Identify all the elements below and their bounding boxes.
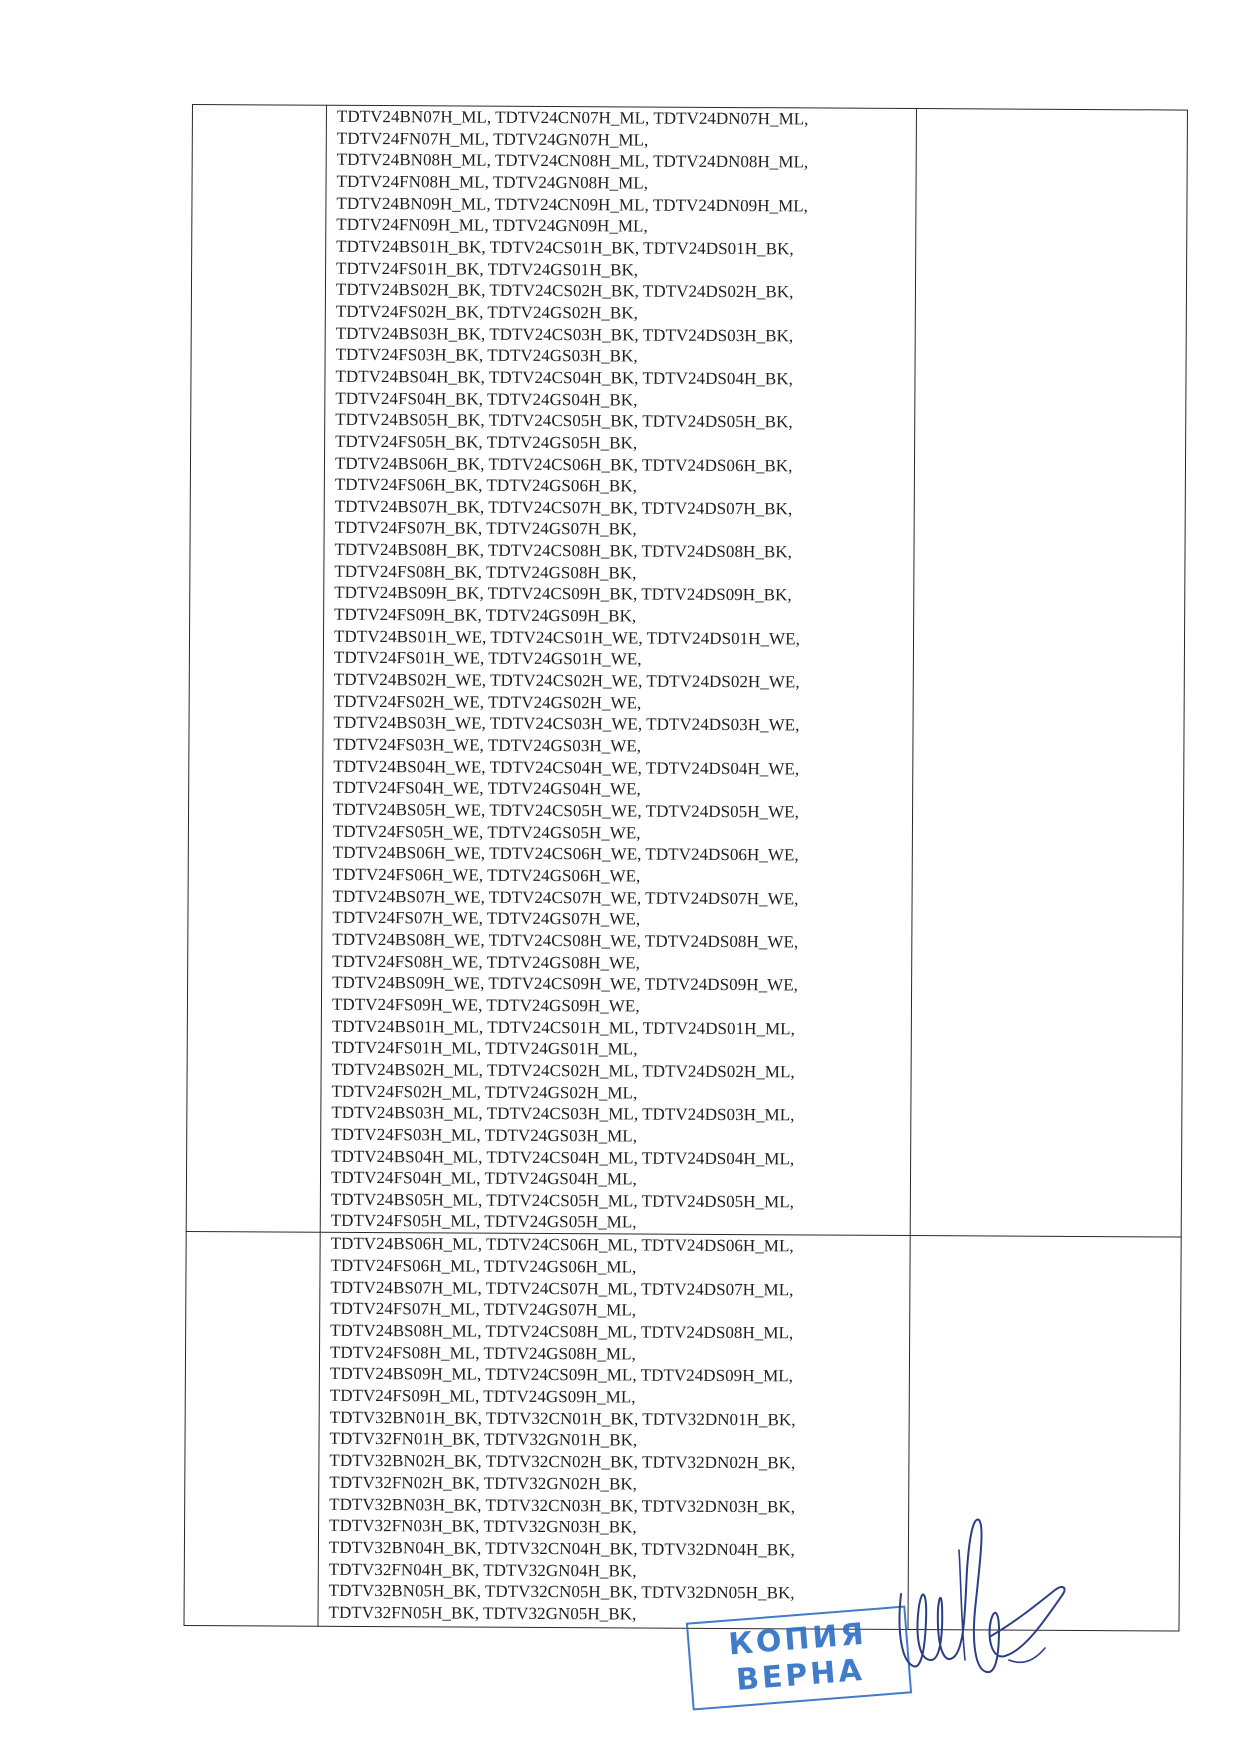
model-list-line: TDTV24FS05H_ML, TDTV24GS05H_ML,: [330, 1211, 637, 1232]
model-list-line: TDTV24FN08H_ML, TDTV24GN08H_ML,: [336, 171, 649, 193]
model-list-line: TDTV24FS04H_ML, TDTV24GS04H_ML,: [330, 1167, 637, 1189]
model-list-line: TDTV32BN04H_BK, TDTV32CN04H_BK, TDTV32DN04H_BK,: [328, 1537, 795, 1560]
model-list-line: TDTV24FS01H_ML, TDTV24GS01H_ML,: [331, 1038, 638, 1059]
model-list-line: TDTV24FS04H_WE, TDTV24GS04H_WE,: [333, 778, 641, 799]
model-list-line: TDTV24FS09H_BK, TDTV24GS09H_BK,: [334, 604, 637, 626]
model-list-cell: [318, 1232, 910, 1629]
model-list-line: TDTV24BS08H_WE, TDTV24CS08H_WE, TDTV24DS08H_WE,: [332, 929, 799, 952]
model-list-line: TDTV32FN05H_BK, TDTV32GN05H_BK,: [328, 1602, 637, 1624]
model-list-line: TDTV24FS07H_ML, TDTV24GS07H_ML,: [330, 1299, 637, 1320]
model-list-line: TDTV24FS08H_WE, TDTV24GS08H_WE,: [332, 951, 640, 973]
copy-verified-stamp: [686, 1606, 912, 1711]
model-list-line: TDTV24BS03H_WE, TDTV24CS03H_WE, TDTV24DS03H_WE,: [333, 713, 800, 735]
model-list-line: TDTV24FS06H_ML, TDTV24GS06H_ML,: [330, 1255, 637, 1277]
model-list-line: TDTV32FN01H_BK, TDTV32GN01H_BK,: [329, 1429, 638, 1450]
model-list-line: TDTV24BS09H_WE, TDTV24CS09H_WE, TDTV24DS09H_WE,: [332, 973, 799, 995]
table-row: [186, 105, 1187, 1238]
model-list-line: TDTV24BS03H_ML, TDTV24CS03H_ML, TDTV24DS03H_ML,: [331, 1102, 795, 1125]
model-list-line: TDTV32FN04H_BK, TDTV32GN04H_BK,: [328, 1559, 637, 1581]
model-list-line: TDTV24FS02H_WE, TDTV24GS02H_WE,: [333, 691, 642, 713]
model-list-line: TDTV24BS09H_BK, TDTV24CS09H_BK, TDTV24DS09H_BK,: [334, 583, 792, 605]
signature-icon: [895, 1510, 1070, 1690]
model-list-line: TDTV24FS09H_WE, TDTV24GS09H_WE,: [331, 994, 640, 1016]
model-list-line: TDTV24FS03H_ML, TDTV24GS03H_ML,: [331, 1124, 638, 1146]
model-list-line: TDTV24BS09H_ML, TDTV24CS09H_ML, TDTV24DS09H_ML,: [329, 1364, 794, 1386]
model-list-line: TDTV24BS06H_BK, TDTV24CS06H_BK, TDTV24DS06H_BK,: [334, 453, 793, 475]
model-list-line: TDTV24FS06H_WE, TDTV24GS06H_WE,: [332, 864, 641, 886]
model-list-line: TDTV24BS08H_ML, TDTV24CS08H_ML, TDTV24DS08H_ML,: [330, 1320, 794, 1343]
model-list-cell: [320, 105, 916, 1235]
model-list-line: TDTV24BS01H_ML, TDTV24CS01H_ML, TDTV24DS01H_ML,: [331, 1016, 796, 1038]
model-list-line: TDTV24FS02H_BK, TDTV24GS02H_BK,: [335, 301, 638, 323]
model-list-line: TDTV24BS01H_WE, TDTV24CS01H_WE, TDTV24DS01H_WE,: [333, 626, 800, 649]
model-list-line: TDTV24BS02H_WE, TDTV24CS02H_WE, TDTV24DS02H_WE,: [333, 669, 800, 692]
model-list-line: TDTV24FN09H_ML, TDTV24GN09H_ML,: [336, 215, 648, 236]
model-list-line: TDTV24FS05H_WE, TDTV24GS05H_WE,: [332, 821, 641, 843]
model-list-line: TDTV32FN03H_BK, TDTV32GN03H_BK,: [329, 1516, 637, 1537]
model-list-line: TDTV24FS05H_BK, TDTV24GS05H_BK,: [335, 431, 638, 453]
model-list-line: TDTV24BS07H_BK, TDTV24CS07H_BK, TDTV24DS07H_BK,: [334, 496, 793, 519]
stamp-line-2: ВЕРНА: [734, 1652, 866, 1698]
model-list-line: TDTV24BS07H_WE, TDTV24CS07H_WE, TDTV24DS07H_WE,: [332, 886, 799, 909]
model-list-line: TDTV24FS08H_ML, TDTV24GS08H_ML,: [329, 1342, 636, 1364]
stamp-line-1: КОПИЯ: [727, 1616, 868, 1663]
model-list-line: TDTV24BS03H_BK, TDTV24CS03H_BK, TDTV24DS03H_BK,: [335, 323, 794, 345]
model-list-line: TDTV24FS08H_BK, TDTV24GS08H_BK,: [334, 561, 637, 583]
model-list-line: TDTV24BS05H_WE, TDTV24CS05H_WE, TDTV24DS05H_WE,: [333, 799, 799, 822]
model-list-line: TDTV24BS05H_ML, TDTV24CS05H_ML, TDTV24DS05H_ML,: [330, 1189, 795, 1212]
model-list-line: TDTV24FS06H_BK, TDTV24GS06H_BK,: [334, 474, 638, 496]
model-list-line: TDTV24FS07H_BK, TDTV24GS07H_BK,: [334, 518, 637, 539]
model-list-line: TDTV24FS03H_BK, TDTV24GS03H_BK,: [335, 345, 638, 366]
model-list-line: TDTV24FS07H_WE, TDTV24GS07H_WE,: [332, 908, 641, 929]
model-list-line: TDTV24BN07H_ML, TDTV24CN07H_ML, TDTV24DN07H_ML,: [336, 106, 809, 129]
table-cell-empty: [910, 109, 1187, 1238]
model-list-line: TDTV32BN05H_BK, TDTV32CN05H_BK, TDTV32DN05H_BK,: [328, 1581, 795, 1603]
model-list-line: TDTV24FS04H_BK, TDTV24GS04H_BK,: [335, 388, 638, 410]
model-list-line: TDTV24FS02H_ML, TDTV24GS02H_ML,: [331, 1081, 638, 1103]
model-list-line: TDTV24FS01H_BK, TDTV24GS01H_BK,: [336, 258, 639, 280]
model-list-line: TDTV24BS06H_WE, TDTV24CS06H_WE, TDTV24DS06H_WE,: [332, 843, 799, 865]
model-list-line: TDTV24BS05H_BK, TDTV24CS05H_BK, TDTV24DS05H_BK,: [335, 409, 793, 432]
model-list-line: TDTV24BS02H_ML, TDTV24CS02H_ML, TDTV24DS02H_ML,: [331, 1059, 795, 1082]
model-list-line: TDTV24FN07H_ML, TDTV24GN07H_ML,: [336, 128, 649, 150]
model-list-line: TDTV24BN08H_ML, TDTV24CN08H_ML, TDTV24DN08H_ML,: [336, 150, 809, 172]
model-list-line: TDTV24BS01H_BK, TDTV24CS01H_BK, TDTV24DS01H_BK,: [336, 236, 794, 259]
model-list-line: TDTV24BN09H_ML, TDTV24CN09H_ML, TDTV24DN09H_ML,: [336, 193, 809, 216]
model-list-line: TDTV24FS01H_WE, TDTV24GS01H_WE,: [333, 648, 642, 669]
model-list-table: [183, 104, 1187, 1632]
model-list-line: TDTV24BS04H_WE, TDTV24CS04H_WE, TDTV24DS04H_WE,: [333, 756, 800, 779]
model-list-line: TDTV24BS06H_ML, TDTV24CS06H_ML, TDTV24DS06H_ML,: [330, 1233, 794, 1256]
model-list-line: TDTV24BS08H_BK, TDTV24CS08H_BK, TDTV24DS08H_BK,: [334, 539, 793, 562]
model-list-line: TDTV32BN02H_BK, TDTV32CN02H_BK, TDTV32DN02H_BK,: [329, 1450, 796, 1473]
model-list-line: TDTV24FS03H_WE, TDTV24GS03H_WE,: [333, 734, 642, 756]
model-list-line: TDTV24FS09H_ML, TDTV24GS09H_ML,: [329, 1385, 636, 1407]
model-list-line: TDTV24BS04H_BK, TDTV24CS04H_BK, TDTV24DS04H_BK,: [335, 366, 793, 389]
model-list-line: TDTV32BN01H_BK, TDTV32CN01H_BK, TDTV32DN01H_BK,: [329, 1407, 796, 1430]
model-list-line: TDTV32BN03H_BK, TDTV32CN03H_BK, TDTV32DN03H_BK,: [329, 1494, 796, 1516]
table-cell-empty: [184, 1232, 320, 1627]
model-list-line: TDTV24BS07H_ML, TDTV24CS07H_ML, TDTV24DS07H_ML,: [330, 1277, 794, 1299]
model-list-line: TDTV24BS04H_ML, TDTV24CS04H_ML, TDTV24DS04H_ML,: [331, 1146, 795, 1168]
model-list-line: TDTV32FN02H_BK, TDTV32GN02H_BK,: [329, 1472, 638, 1494]
model-list-line: TDTV24BS02H_BK, TDTV24CS02H_BK, TDTV24DS02H_BK,: [335, 280, 794, 302]
table-cell-empty: [186, 105, 326, 1233]
